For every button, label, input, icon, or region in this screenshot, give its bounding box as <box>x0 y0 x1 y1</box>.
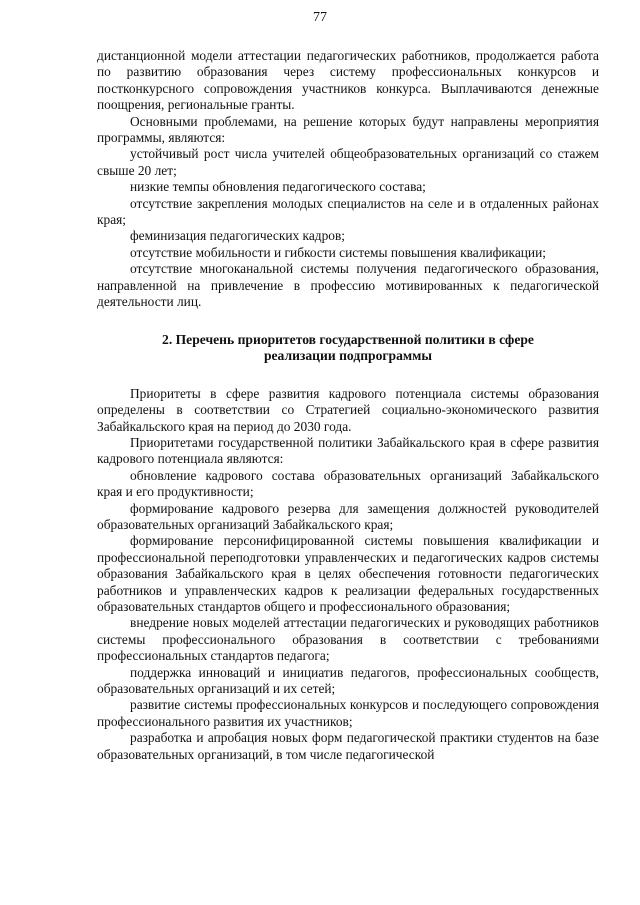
paragraph: Основными проблемами, на решение которых будут направлены мероприятия программы, являются: <box>97 113 599 146</box>
section-heading <box>97 332 599 365</box>
list-item: формирование кадрового резерва для замещения должностей руководителей образовательных организаций Забайкальского края; <box>97 500 599 532</box>
list-item: обновление кадрового состава образовательных организаций Забайкальского края и его продуктивности; <box>97 467 599 500</box>
list-item: отсутствие мобильности и гибкости системы повышения квалификации; <box>130 244 546 260</box>
list-item: поддержка инноваций и инициатив педагогов, профессиональных сообществ, образовательных организаций и их сетей; <box>97 664 599 696</box>
list-item: внедрение новых моделей аттестации педагогических и руководящих работников системы профессионального образования в соответствии с требованиями профессиональных стандартов педагога; <box>97 615 599 664</box>
section-heading-line: реализации подпрограммы <box>263 348 433 364</box>
section-priorities <box>97 386 599 763</box>
list-item: отсутствие закрепления молодых специалистов на селе и в отдаленных районах края; <box>97 195 599 228</box>
section-heading-line: 2. Перечень приоритетов государственной политики в сфере <box>162 331 534 347</box>
list-item: феминизация педагогических кадров; <box>130 228 346 244</box>
list-item: развитие системы профессиональных конкурсов и последующего сопровождения профессионального развития их участников; <box>97 697 599 729</box>
list-item: низкие темпы обновления педагогического состава; <box>130 179 426 195</box>
paragraph: Приоритеты в сфере развития кадрового потенциала системы образования определены в соответствии со Стратегией социально-экономического развития Забайкальского края на период до 2030 года. <box>97 385 599 434</box>
section-problems <box>97 48 599 311</box>
document-body <box>97 48 599 763</box>
list-item: устойчивый рост числа учителей общеобразовательных организаций со стажем свыше 20 лет; <box>97 146 599 178</box>
list-item: разработка и апробация новых форм педагогической практики студентов на базе образовательных организаций, в том числе педагогической <box>97 730 599 762</box>
page-number: 77 <box>313 10 327 25</box>
list-item: формирование персонифицированной системы повышения квалификации и профессиональной переподготовки управленческих и педагогических кадров системы образования Забайкальского края в целях обеспечения готовности педагогических работников и управленческих кадров к реализации федеральных государственных образовательных стандартов общего и профессионального образования; <box>97 533 599 614</box>
paragraph: Приоритетами государственной политики Забайкальского края в сфере развития кадрового потенциала являются: <box>97 434 599 467</box>
paragraph: дистанционной модели аттестации педагогических работников, продолжается работа по развитию образования через систему профессиональных конкурсов и постконкурсного сопровождения участников конкурса. Выплачиваются денежные поощрения, региональные гранты. <box>97 48 599 113</box>
list-item: отсутствие многоканальной системы получения педагогического образования, направленной на привлечение в профессию мотивированных к педагогической деятельности лиц. <box>97 261 599 310</box>
